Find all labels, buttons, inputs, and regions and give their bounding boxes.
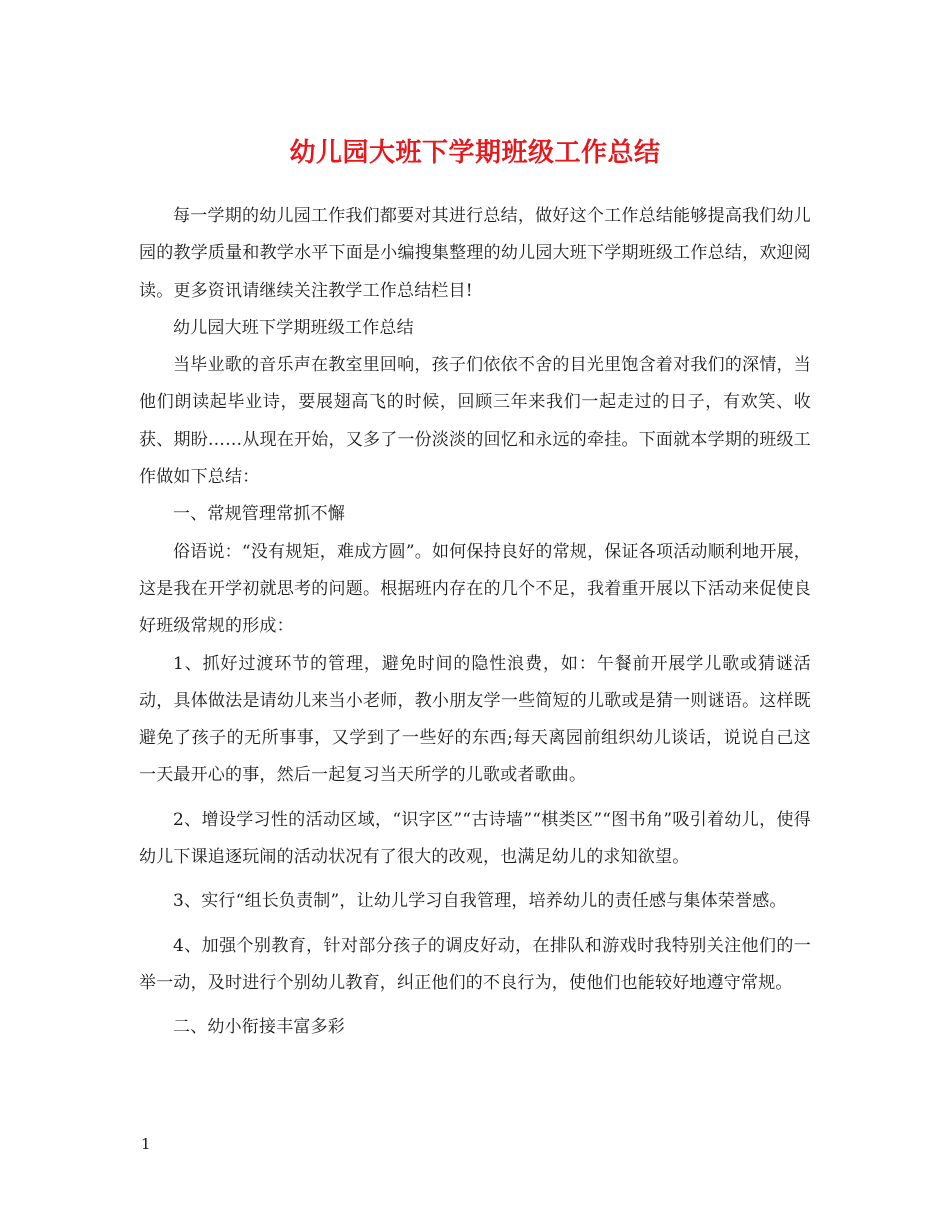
item-paragraph-4: 4、加强个别教育，针对部分孩子的调皮好动，在排队和游戏时我特别关注他们的一举一动，及时进行个别幼儿教育，纠正他们的不良行为，使他们也能较好地遵守常规。 xyxy=(139,935,811,993)
item-paragraph-2: 2、增设学习性的活动区域，“识字区”“古诗墙”“棋类区”“图书角”吸引着幼儿，使得幼儿下课追逐玩闹的活动状况有了很大的改观，也满足幼儿的求知欲望。 xyxy=(139,809,811,868)
subtitle-paragraph: 幼儿园大班下学期班级工作总结 xyxy=(173,317,414,338)
routine-paragraph: 俗语说：“没有规矩，难成方圆”。如何保持良好的常规，保证各项活动顺利地开展，这是我在开学初就思考的问题。根据班内存在的几个不足，我着重开展以下活动来促使良好班级常规的形成： xyxy=(139,541,811,637)
section-heading-1: 一、常规管理常抓不懈 xyxy=(173,504,345,525)
page-number: 1 xyxy=(141,1135,151,1153)
document-title: 幼儿园大班下学期班级工作总结 xyxy=(289,138,661,168)
item-paragraph-3: 3、实行“组长负责制”，让幼儿学习自我管理，培养幼儿的责任感与集体荣誉感。 xyxy=(173,891,787,912)
document-body xyxy=(139,198,811,1047)
item-paragraph-1: 1、抓好过渡环节的管理，避免时间的隐性浪费，如：午餐前开展学儿歌或猜谜活动，具体做法是请幼儿来当小老师，教小朋友学一些简短的儿歌或是猜一则谜语。这样既避免了孩子的无所事事，又学到了一些好的东西;每天离园前组织幼儿谈话，说说自己这一天最开心的事，然后一起复习当天所学的儿歌或者歌曲。 xyxy=(139,653,811,786)
intro-paragraph: 每一学期的幼儿园工作我们都要对其进行总结，做好这个工作总结能够提高我们幼儿园的教学质量和教学水平下面是小编搜集整理的幼儿园大班下学期班级工作总结，欢迎阅读。更多资讯请继续关注教学工作总结栏目! xyxy=(139,206,811,301)
section-heading-2: 二、幼小衔接丰富多彩 xyxy=(173,1017,345,1038)
opening-paragraph: 当毕业歌的音乐声在教室里回响，孩子们依依不舍的目光里饱含着对我们的深情，当他们朗读起毕业诗，要展翅高飞的时候，回顾三年来我们一起走过的日子，有欢笑、收获、期盼……从现在开始，又多了一份淡淡的回忆和永远的牵挂。下面就本学期的班级工作做如下总结： xyxy=(139,355,811,488)
